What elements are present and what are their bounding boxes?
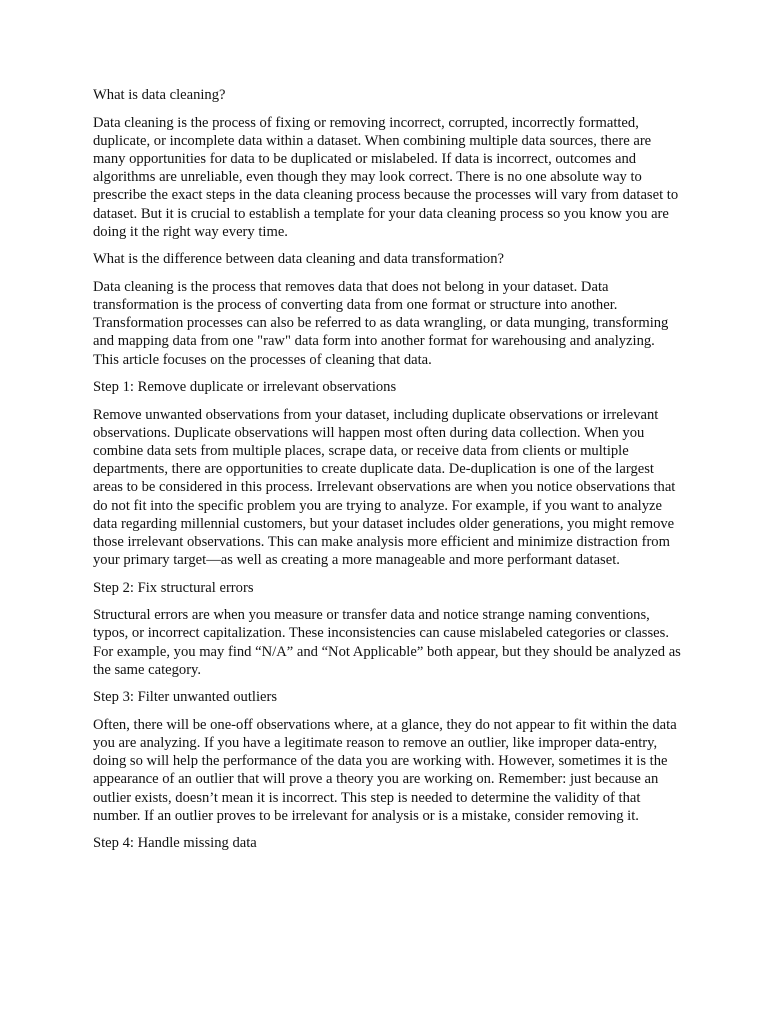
section-paragraph: Data cleaning is the process of fixing or removing incorrect, corrupted, incorrectly formatted, duplicate, or incomplete data within a dataset. When combining multiple data sources, there are many opportunities for data to be duplicated or mislabeled. If data is incorrect, outcomes and algorithms are unreliable, even though they may look correct. There is no one absolute way to prescribe the exact steps in the data cleaning process because the processes will vary from dataset to dataset. But it is crucial to establish a template for your data cleaning process so you know you are doing it the right way every time. xyxy=(93,114,679,240)
section-heading: What is the difference between data cleaning and data transformation? xyxy=(93,251,505,268)
section-heading: What is data cleaning? xyxy=(93,87,226,103)
document-page xyxy=(93,86,683,862)
section-paragraph: Data cleaning is the process that removes data that does not belong in your dataset. Data transformation is the process of converting data from one format or structure into another. Transformation processes can also be referred to as data wrangling, or data munging, transforming and mapping data from one "raw" data form into another format for warehousing and analyzing. This article focuses on the processes of cleaning that data. xyxy=(93,278,669,368)
section-heading: Step 1: Remove duplicate or irrelevant observations xyxy=(93,379,397,396)
section-paragraph: Structural errors are when you measure or transfer data and notice strange naming conventions, typos, or incorrect capitalization. These inconsistencies can cause mislabeled categories or classes. For example, you may find “N/A” and “Not Applicable” both appear, but they should be analyzed as the same category. xyxy=(93,607,681,678)
section-heading: Step 2: Fix structural errors xyxy=(93,579,254,596)
section-heading: Step 4: Handle missing data xyxy=(93,835,257,852)
section-heading: Step 3: Filter unwanted outliers xyxy=(93,689,278,706)
section-paragraph: Remove unwanted observations from your dataset, including duplicate observations or irrelevant observations. Duplicate observations will happen most often during data collection. When you combine data sets from multiple places, scrape data, or receive data from clients or multiple departments, there are opportunities to create duplicate data. De-duplication is one of the largest areas to be considered in this process. Irrelevant observations are when you notice observations that do not fit into the specific problem you are trying to analyze. For example, if you want to analyze data regarding millennial customers, but your dataset includes older generations, you might remove those irrelevant observations. This can make analysis more efficient and minimize distraction from your primary target—as well as creating a more manageable and more performant dataset. xyxy=(93,406,676,569)
section-paragraph: Often, there will be one-off observations where, at a glance, they do not appear to fit within the data you are analyzing. If you have a legitimate reason to remove an outlier, like improper data-entry, doing so will help the performance of the data you are working with. However, sometimes it is the appearance of an outlier that will prove a theory you are working on. Remember: just because an outlier exists, doesn’t mean it is incorrect. This step is needed to determine the validity of that number. If an outlier proves to be irrelevant for analysis or is a mistake, consider removing it. xyxy=(93,716,677,824)
